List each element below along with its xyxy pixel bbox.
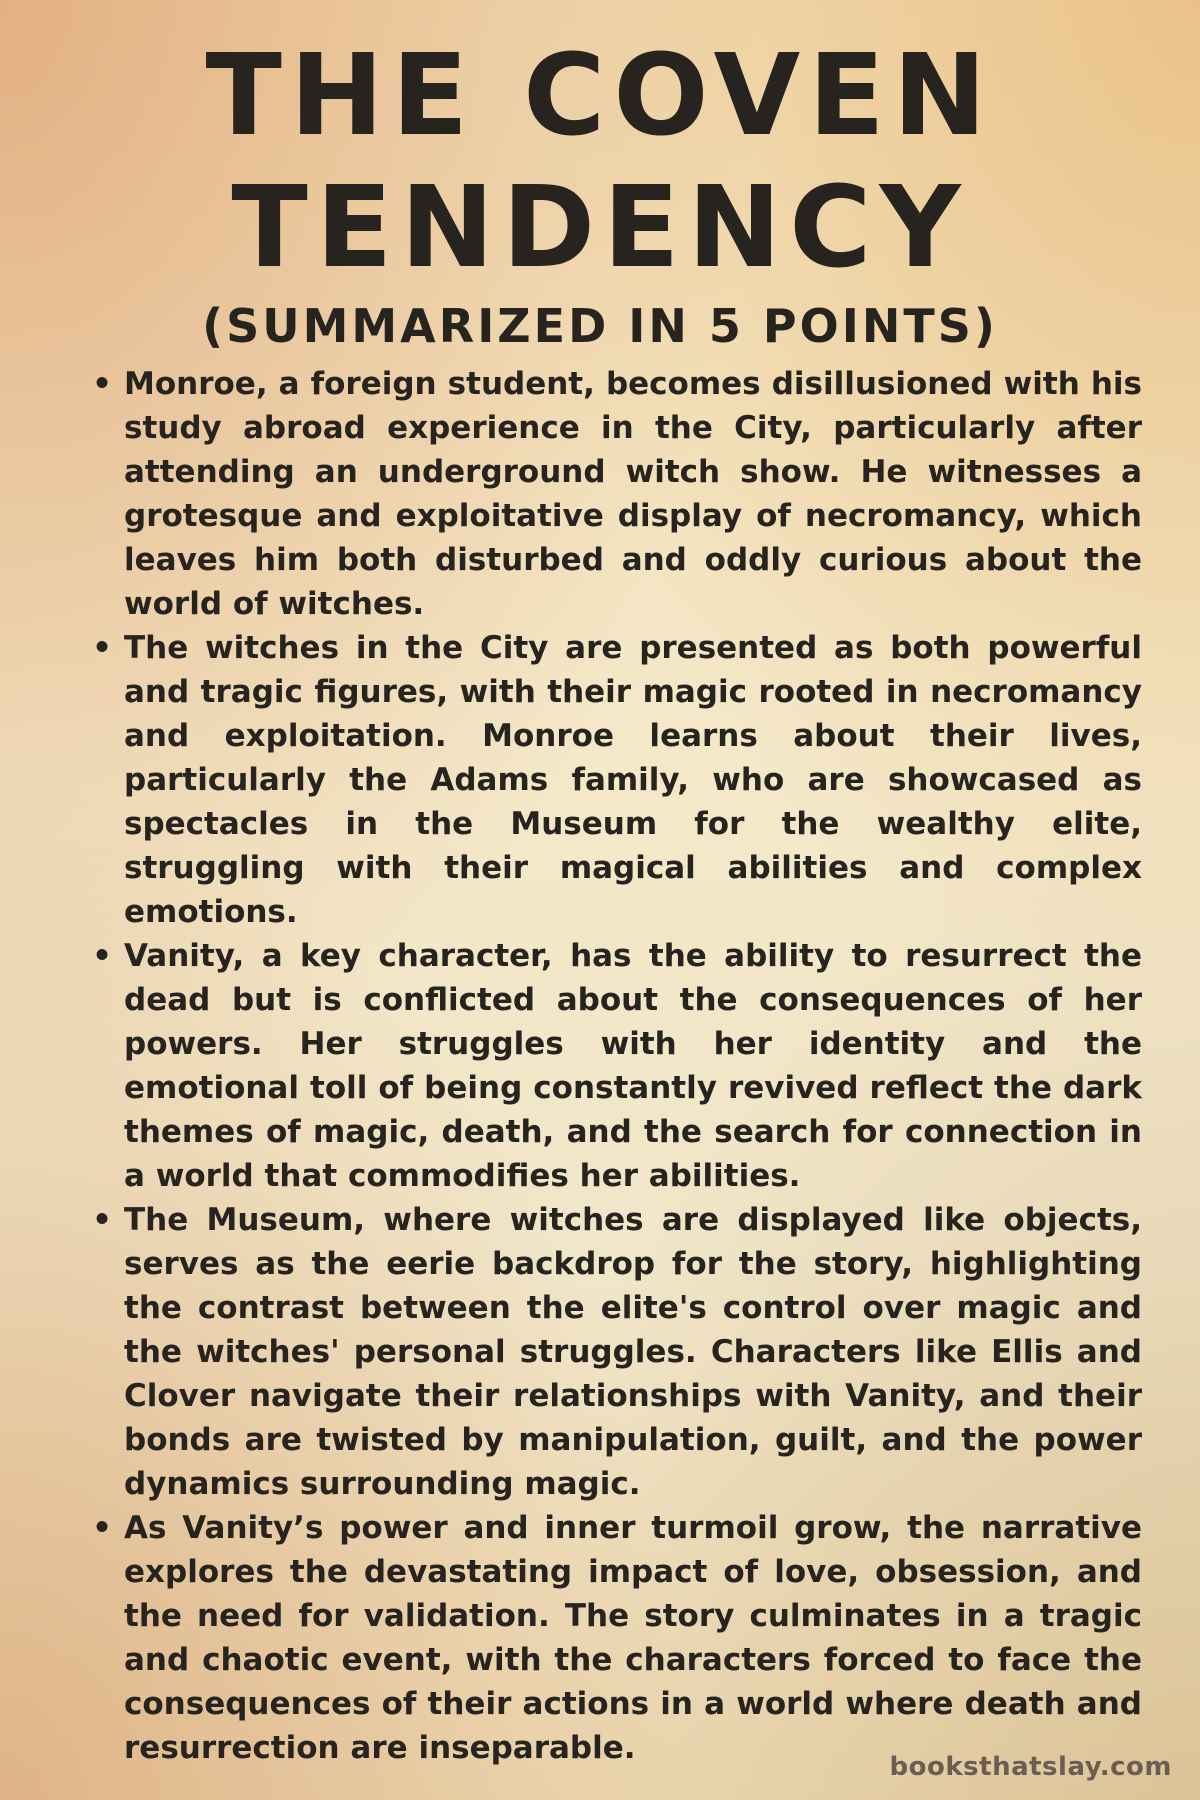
bullet-icon: • — [92, 366, 112, 402]
title-line-1: THE COVEN — [205, 31, 995, 161]
title-line-2: TENDENCY — [231, 163, 969, 293]
summary-point-text: Vanity, a key character, has the ability to resurrect the dead but is conflicted about the consequences of her powers. Her struggles with her identity and the emotional toll of being constantly revived reflect the dark themes of magic, death, and the search for connection in a world that commodifies her abilities. — [124, 938, 1142, 1194]
subtitle: (SUMMARIZED IN 5 POINTS) — [202, 299, 998, 353]
summary-points-list — [92, 362, 1142, 1770]
summary-point-text: Monroe, a foreign student, becomes disillusioned with his study abroad experience in the City, particularly after attending an underground witch show. He witnesses a grotesque and exploitative display of necromancy, which leaves him both disturbed and oddly curious about the world of witches. — [124, 366, 1142, 622]
summary-point — [92, 1506, 1142, 1770]
site-watermark: booksthatslay.com — [889, 1752, 1172, 1782]
summary-point-text: The Museum, where witches are displayed like objects, serves as the eerie backdrop for the story, highlighting the contrast between the elite's control over magic and the witches' personal struggles. Characters like Ellis and Clover navigate their relationships with Vanity, and their bonds are twisted by manipulation, guilt, and the power dynamics surrounding magic. — [124, 1202, 1142, 1502]
summary-point — [92, 1198, 1142, 1506]
title-block — [0, 30, 1200, 356]
bullet-icon: • — [92, 938, 112, 974]
summary-point — [92, 934, 1142, 1198]
summary-point — [92, 362, 1142, 626]
bullet-icon: • — [92, 1202, 112, 1238]
bullet-icon: • — [92, 630, 112, 666]
summary-point-text: The witches in the City are presented as both powerful and tragic figures, with their magic rooted in necromancy and exploitation. Monroe learns about their lives, particularly the Adams family, who are showcased as spectacles in the Museum for the wealthy elite, struggling with their magical abilities and complex emotions. — [124, 630, 1142, 930]
summary-point-text: As Vanity’s power and inner turmoil grow, the narrative explores the devastating impact of love, obsession, and the need for validation. The story culminates in a tragic and chaotic event, with the characters forced to face the consequences of their actions in a world where death and resurrection are inseparable. — [124, 1510, 1142, 1766]
bullet-icon: • — [92, 1510, 112, 1546]
summary-point — [92, 626, 1142, 934]
